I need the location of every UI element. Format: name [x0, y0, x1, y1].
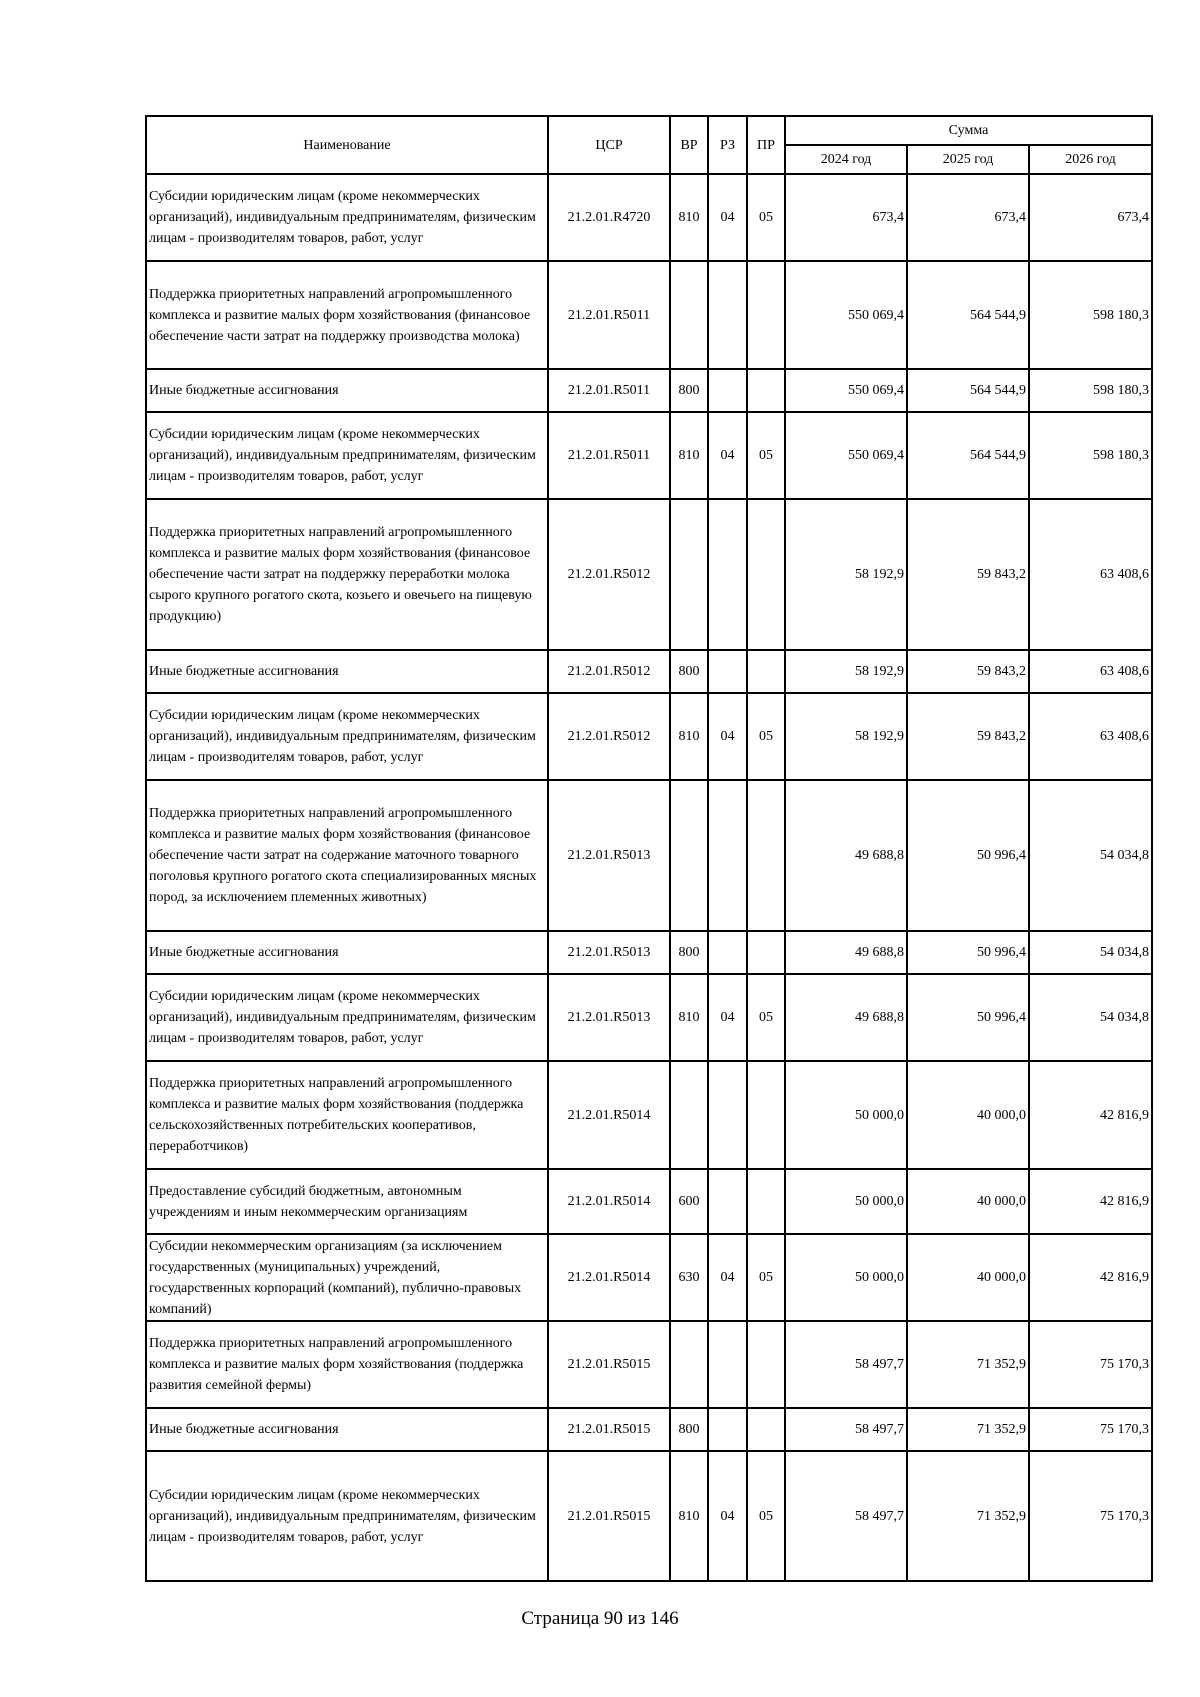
cell-name: Поддержка приоритетных направлений агропромышленного комплекса и развитие малых форм хозяйствования (финансовое обеспечение части затрат на поддержку производства молока) — [146, 261, 548, 369]
cell-2025: 50 996,4 — [907, 780, 1029, 931]
cell-pr — [747, 499, 785, 650]
cell-vr: 810 — [670, 1451, 708, 1581]
cell-rz — [708, 650, 747, 693]
cell-2025: 564 544,9 — [907, 412, 1029, 499]
cell-2026: 42 816,9 — [1029, 1169, 1152, 1234]
cell-vr: 810 — [670, 412, 708, 499]
table-row — [146, 780, 1152, 931]
cell-2026: 42 816,9 — [1029, 1061, 1152, 1169]
cell-pr — [747, 1061, 785, 1169]
cell-2026: 75 170,3 — [1029, 1451, 1152, 1581]
cell-name: Иные бюджетные ассигнования — [146, 369, 548, 412]
cell-2026: 42 816,9 — [1029, 1234, 1152, 1321]
cell-csr: 21.2.01.R5012 — [548, 650, 670, 693]
cell-vr: 800 — [670, 1408, 708, 1451]
cell-csr: 21.2.01.R5014 — [548, 1061, 670, 1169]
cell-pr — [747, 650, 785, 693]
cell-csr: 21.2.01.R5011 — [548, 261, 670, 369]
cell-name: Поддержка приоритетных направлений агропромышленного комплекса и развитие малых форм хозяйствования (поддержка сельскохозяйственных потребительских кооперативов, переработчиков) — [146, 1061, 548, 1169]
cell-2025: 71 352,9 — [907, 1451, 1029, 1581]
header-sum: Сумма — [785, 116, 1152, 145]
cell-2024: 58 497,7 — [785, 1408, 907, 1451]
cell-pr: 05 — [747, 974, 785, 1061]
cell-pr — [747, 931, 785, 974]
table-row — [146, 369, 1152, 412]
cell-2026: 75 170,3 — [1029, 1408, 1152, 1451]
cell-csr: 21.2.01.R5011 — [548, 412, 670, 499]
cell-2026: 75 170,3 — [1029, 1321, 1152, 1408]
cell-2026: 63 408,6 — [1029, 693, 1152, 780]
cell-2025: 50 996,4 — [907, 931, 1029, 974]
budget-table — [145, 115, 1153, 1582]
cell-2024: 58 192,9 — [785, 499, 907, 650]
header-pr: ПР — [747, 116, 785, 174]
cell-csr: 21.2.01.R5013 — [548, 931, 670, 974]
cell-csr: 21.2.01.R5011 — [548, 369, 670, 412]
cell-pr: 05 — [747, 1451, 785, 1581]
cell-name: Субсидии некоммерческим организациям (за исключением государственных (муниципальных) учреждений, государственных корпораций (компаний), публично-правовых компаний) — [146, 1234, 548, 1321]
table-row — [146, 1234, 1152, 1321]
cell-2026: 63 408,6 — [1029, 499, 1152, 650]
cell-csr: 21.2.01.R5013 — [548, 974, 670, 1061]
header-year-2026: 2026 год — [1029, 145, 1152, 174]
cell-csr: 21.2.01.R5012 — [548, 693, 670, 780]
cell-name: Поддержка приоритетных направлений агропромышленного комплекса и развитие малых форм хозяйствования (поддержка развития семейной фермы) — [146, 1321, 548, 1408]
cell-csr: 21.2.01.R4720 — [548, 174, 670, 261]
cell-rz: 04 — [708, 174, 747, 261]
cell-2026: 54 034,8 — [1029, 974, 1152, 1061]
cell-csr: 21.2.01.R5012 — [548, 499, 670, 650]
cell-2024: 49 688,8 — [785, 974, 907, 1061]
cell-rz — [708, 499, 747, 650]
cell-2025: 59 843,2 — [907, 693, 1029, 780]
cell-vr: 630 — [670, 1234, 708, 1321]
table-row — [146, 1169, 1152, 1234]
cell-rz — [708, 1061, 747, 1169]
table-row — [146, 1408, 1152, 1451]
cell-2024: 58 192,9 — [785, 650, 907, 693]
cell-2025: 50 996,4 — [907, 974, 1029, 1061]
cell-name: Иные бюджетные ассигнования — [146, 650, 548, 693]
cell-2025: 71 352,9 — [907, 1321, 1029, 1408]
cell-2026: 673,4 — [1029, 174, 1152, 261]
cell-pr — [747, 1169, 785, 1234]
cell-2025: 59 843,2 — [907, 650, 1029, 693]
cell-csr: 21.2.01.R5015 — [548, 1408, 670, 1451]
cell-rz: 04 — [708, 1451, 747, 1581]
cell-2025: 40 000,0 — [907, 1234, 1029, 1321]
cell-2025: 564 544,9 — [907, 369, 1029, 412]
cell-pr — [747, 1408, 785, 1451]
table-row — [146, 1061, 1152, 1169]
cell-rz: 04 — [708, 412, 747, 499]
cell-rz — [708, 780, 747, 931]
cell-vr: 800 — [670, 931, 708, 974]
cell-2024: 673,4 — [785, 174, 907, 261]
cell-vr: 810 — [670, 974, 708, 1061]
cell-rz — [708, 931, 747, 974]
cell-2025: 673,4 — [907, 174, 1029, 261]
cell-vr — [670, 780, 708, 931]
table-row — [146, 931, 1152, 974]
cell-name: Субсидии юридическим лицам (кроме некоммерческих организаций), индивидуальным предпринимателям, физическим лицам - производителям товаров, работ, услуг — [146, 693, 548, 780]
cell-2026: 54 034,8 — [1029, 780, 1152, 931]
header-rz: РЗ — [708, 116, 747, 174]
cell-pr — [747, 780, 785, 931]
cell-rz: 04 — [708, 1234, 747, 1321]
cell-vr: 810 — [670, 174, 708, 261]
cell-pr: 05 — [747, 174, 785, 261]
cell-name: Предоставление субсидий бюджетным, автономным учреждениям и иным некоммерческим организациям — [146, 1169, 548, 1234]
cell-csr: 21.2.01.R5013 — [548, 780, 670, 931]
cell-vr — [670, 1321, 708, 1408]
cell-rz — [708, 1321, 747, 1408]
cell-2026: 598 180,3 — [1029, 412, 1152, 499]
cell-2024: 58 497,7 — [785, 1451, 907, 1581]
cell-vr: 800 — [670, 369, 708, 412]
table-row — [146, 412, 1152, 499]
header-csr: ЦСР — [548, 116, 670, 174]
cell-pr: 05 — [747, 1234, 785, 1321]
header-vr: ВР — [670, 116, 708, 174]
cell-2024: 49 688,8 — [785, 931, 907, 974]
cell-rz — [708, 1169, 747, 1234]
cell-name: Субсидии юридическим лицам (кроме некоммерческих организаций), индивидуальным предпринимателям, физическим лицам - производителям товаров, работ, услуг — [146, 412, 548, 499]
cell-2025: 59 843,2 — [907, 499, 1029, 650]
table-row — [146, 974, 1152, 1061]
cell-pr — [747, 369, 785, 412]
cell-2024: 50 000,0 — [785, 1169, 907, 1234]
cell-csr: 21.2.01.R5015 — [548, 1321, 670, 1408]
cell-name: Иные бюджетные ассигнования — [146, 931, 548, 974]
cell-vr: 810 — [670, 693, 708, 780]
cell-rz: 04 — [708, 974, 747, 1061]
page-number: Страница 90 из 146 — [521, 1608, 679, 1629]
cell-2025: 40 000,0 — [907, 1169, 1029, 1234]
table-row — [146, 261, 1152, 369]
cell-pr — [747, 261, 785, 369]
header-name: Наименование — [146, 116, 548, 174]
table-row — [146, 174, 1152, 261]
cell-vr: 800 — [670, 650, 708, 693]
cell-name: Субсидии юридическим лицам (кроме некоммерческих организаций), индивидуальным предпринимателям, физическим лицам - производителям товаров, работ, услуг — [146, 1451, 548, 1581]
header-year-2024: 2024 год — [785, 145, 907, 174]
cell-csr: 21.2.01.R5014 — [548, 1169, 670, 1234]
cell-vr — [670, 261, 708, 369]
cell-2025: 564 544,9 — [907, 261, 1029, 369]
cell-2024: 49 688,8 — [785, 780, 907, 931]
cell-2024: 58 497,7 — [785, 1321, 907, 1408]
cell-2026: 63 408,6 — [1029, 650, 1152, 693]
table-row — [146, 499, 1152, 650]
header-year-2025: 2025 год — [907, 145, 1029, 174]
cell-rz — [708, 1408, 747, 1451]
cell-rz — [708, 261, 747, 369]
cell-2024: 550 069,4 — [785, 369, 907, 412]
table-row — [146, 1321, 1152, 1408]
cell-2026: 54 034,8 — [1029, 931, 1152, 974]
cell-2024: 58 192,9 — [785, 693, 907, 780]
table-row — [146, 693, 1152, 780]
cell-2024: 50 000,0 — [785, 1234, 907, 1321]
cell-2025: 40 000,0 — [907, 1061, 1029, 1169]
cell-name: Поддержка приоритетных направлений агропромышленного комплекса и развитие малых форм хозяйствования (финансовое обеспечение части затрат на поддержку переработки молока сырого крупного рогатого скота, козьего и овечьего на пищевую продукцию) — [146, 499, 548, 650]
cell-2024: 550 069,4 — [785, 261, 907, 369]
cell-2026: 598 180,3 — [1029, 369, 1152, 412]
cell-2024: 50 000,0 — [785, 1061, 907, 1169]
cell-pr: 05 — [747, 412, 785, 499]
cell-2026: 598 180,3 — [1029, 261, 1152, 369]
cell-csr: 21.2.01.R5015 — [548, 1451, 670, 1581]
cell-rz: 04 — [708, 693, 747, 780]
cell-pr — [747, 1321, 785, 1408]
cell-vr — [670, 1061, 708, 1169]
cell-rz — [708, 369, 747, 412]
cell-vr: 600 — [670, 1169, 708, 1234]
cell-csr: 21.2.01.R5014 — [548, 1234, 670, 1321]
cell-name: Поддержка приоритетных направлений агропромышленного комплекса и развитие малых форм хозяйствования (финансовое обеспечение части затрат на содержание маточного товарного поголовья крупного рогатого скота специализированных мясных пород, за исключением племенных животных) — [146, 780, 548, 931]
table-row — [146, 1451, 1152, 1581]
cell-name: Иные бюджетные ассигнования — [146, 1408, 548, 1451]
cell-2024: 550 069,4 — [785, 412, 907, 499]
cell-2025: 71 352,9 — [907, 1408, 1029, 1451]
table-body — [146, 174, 1152, 1581]
table-row — [146, 650, 1152, 693]
cell-name: Субсидии юридическим лицам (кроме некоммерческих организаций), индивидуальным предпринимателям, физическим лицам - производителям товаров, работ, услуг — [146, 174, 548, 261]
cell-pr: 05 — [747, 693, 785, 780]
cell-vr — [670, 499, 708, 650]
cell-name: Субсидии юридическим лицам (кроме некоммерческих организаций), индивидуальным предпринимателям, физическим лицам - производителям товаров, работ, услуг — [146, 974, 548, 1061]
